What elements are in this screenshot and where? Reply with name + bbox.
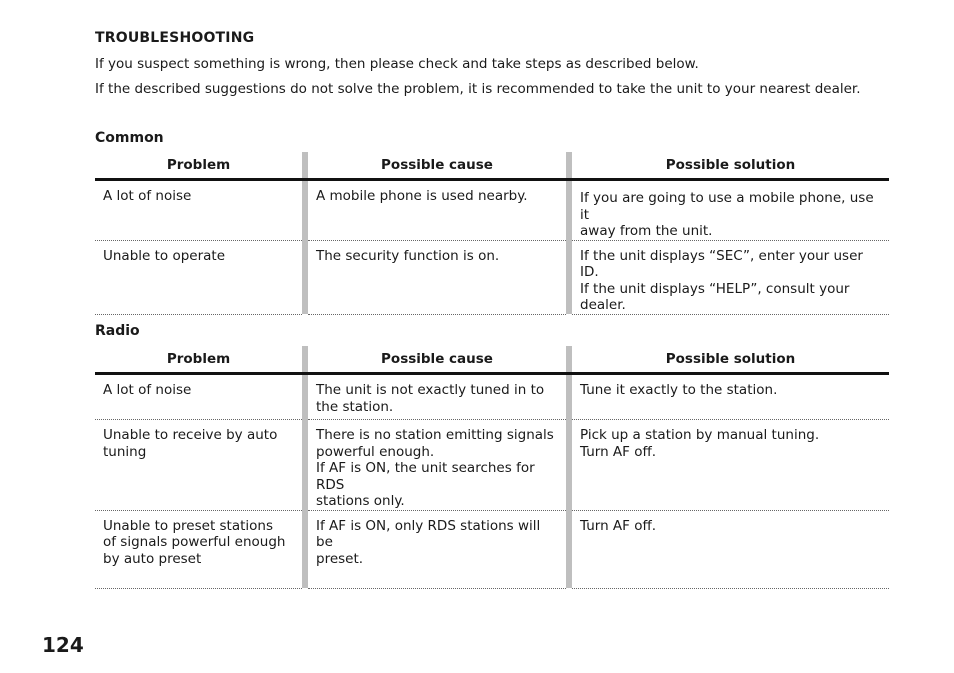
problem-line: A lot of noise bbox=[103, 382, 192, 398]
problem-line: of signals powerful enough bbox=[103, 534, 286, 550]
solution-cell bbox=[572, 510, 889, 588]
solution-line: If you are going to use a mobile phone, use it bbox=[580, 190, 874, 223]
problem-cell bbox=[95, 420, 302, 511]
problem-line: by auto preset bbox=[103, 550, 202, 567]
cause-line: powerful enough. bbox=[316, 443, 435, 460]
problem-cell: Unable to operate bbox=[95, 240, 302, 314]
header-problem: Problem bbox=[95, 346, 302, 374]
problem-line: Unable to preset stations bbox=[103, 517, 274, 534]
solution-line: Turn AF off. bbox=[580, 517, 657, 534]
table-row bbox=[95, 180, 889, 241]
cause-line: the station. bbox=[316, 398, 394, 415]
cause-cell bbox=[308, 420, 566, 511]
cause-cell bbox=[308, 510, 566, 588]
problem-cell bbox=[95, 374, 302, 420]
problem-cell: A lot of noise bbox=[95, 180, 302, 241]
section-title-common: Common bbox=[95, 130, 164, 146]
solution-line: Tune it exactly to the station. bbox=[580, 382, 778, 398]
cause-line: There is no station emitting signals bbox=[316, 427, 554, 443]
table-header-row bbox=[95, 346, 889, 374]
table-header-row bbox=[95, 152, 889, 180]
solution-line: Pick up a station by manual tuning. bbox=[580, 427, 820, 443]
radio-table bbox=[95, 346, 889, 589]
cause-line: stations only. bbox=[316, 493, 405, 509]
solution-line: If the unit displays “SEC”, enter your user ID. bbox=[580, 247, 863, 280]
page-title: TROUBLESHOOTING bbox=[95, 30, 255, 46]
intro-paragraph-2: If the described suggestions do not solve the problem, it is recommended to take the unit to your nearest dealer. bbox=[95, 81, 861, 97]
solution-cell bbox=[572, 240, 889, 314]
cause-line: The unit is not exactly tuned in to bbox=[316, 382, 545, 398]
header-cause: Possible cause bbox=[308, 152, 566, 180]
problem-cell bbox=[95, 510, 302, 588]
table-row bbox=[95, 240, 889, 314]
solution-line: Turn AF off. bbox=[580, 443, 657, 460]
header-cause: Possible cause bbox=[308, 346, 566, 374]
table-row bbox=[95, 420, 889, 511]
table-row bbox=[95, 510, 889, 588]
intro-paragraph-1: If you suspect something is wrong, then please check and take steps as described below. bbox=[95, 56, 699, 72]
common-table bbox=[95, 152, 889, 315]
problem-line: Unable to receive by auto bbox=[103, 427, 278, 443]
cause-cell: The security function is on. bbox=[308, 240, 566, 314]
header-solution: Possible solution bbox=[572, 346, 889, 374]
solution-cell bbox=[572, 180, 889, 241]
header-problem: Problem bbox=[95, 152, 302, 180]
cause-line: preset. bbox=[316, 550, 364, 567]
solution-line: away from the unit. bbox=[580, 223, 713, 239]
header-solution: Possible solution bbox=[572, 152, 889, 180]
cause-line: If AF is ON, only RDS stations will be bbox=[316, 517, 541, 550]
cause-cell bbox=[308, 374, 566, 420]
problem-line: tuning bbox=[103, 443, 147, 460]
solution-cell bbox=[572, 374, 889, 420]
cause-line: If AF is ON, the unit searches for RDS bbox=[316, 460, 535, 493]
section-title-radio: Radio bbox=[95, 323, 140, 339]
cause-cell: A mobile phone is used nearby. bbox=[308, 180, 566, 241]
page-number: 124 bbox=[42, 633, 84, 657]
solution-cell bbox=[572, 420, 889, 511]
table-row bbox=[95, 374, 889, 420]
solution-line: If the unit displays “HELP”, consult your dealer. bbox=[580, 280, 850, 313]
